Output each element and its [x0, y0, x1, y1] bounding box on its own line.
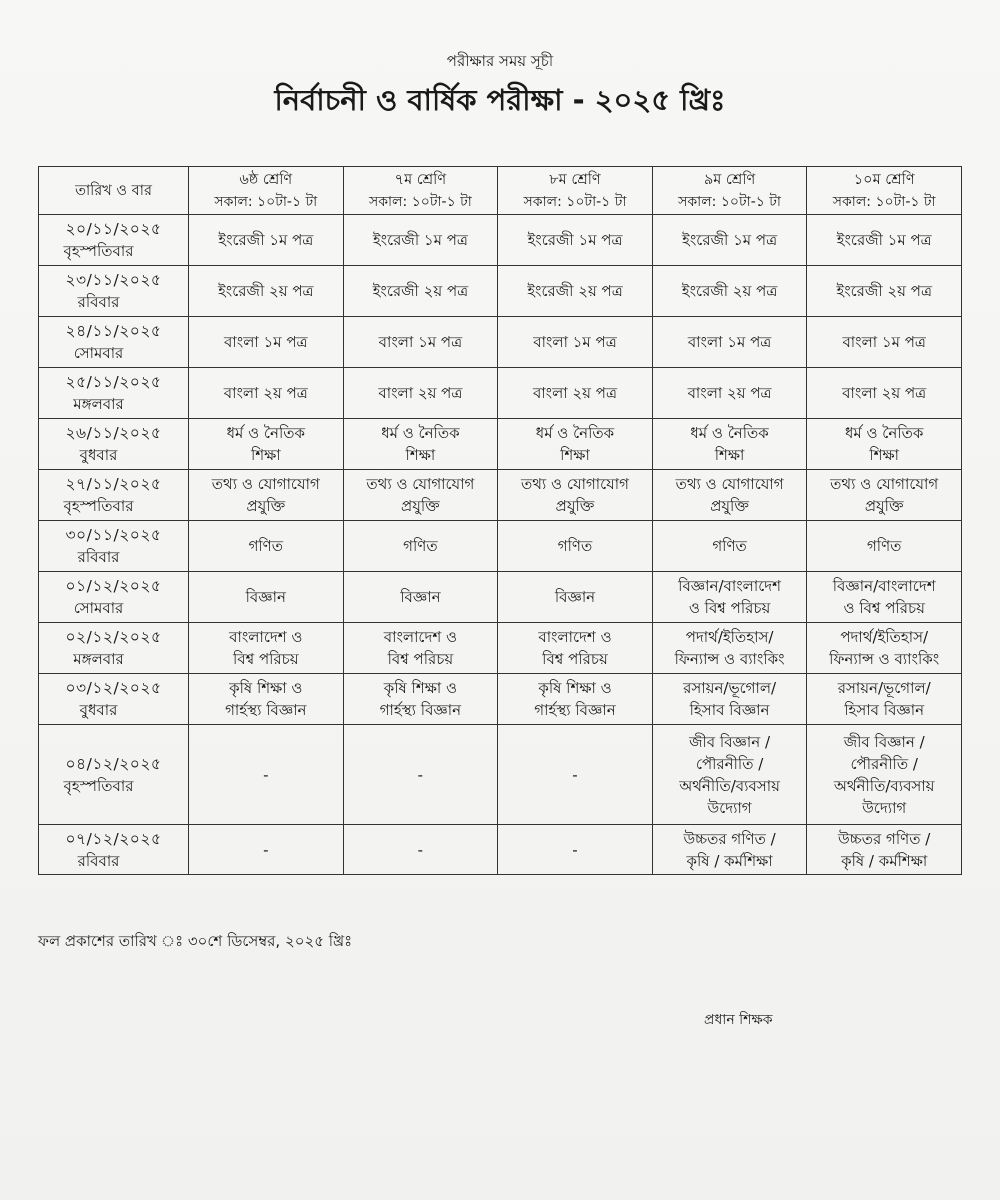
class-time: সকাল: ১০টা-১ টা — [832, 193, 936, 210]
table-row — [39, 572, 962, 623]
date-cell — [39, 419, 189, 470]
subject-text: গণিত — [248, 537, 284, 555]
subject-cell — [652, 825, 807, 875]
class-time: সকাল: ১০টা-১ টা — [214, 193, 318, 210]
subject-text: গার্হস্থ্য বিজ্ঞান — [379, 701, 462, 719]
subject-cell — [498, 674, 653, 725]
date-cell — [39, 623, 189, 674]
subject-text: কৃষি শিক্ষা ও — [383, 679, 458, 697]
subject-cell — [498, 470, 653, 521]
subject-text: কৃষি / কর্মশিক্ষা — [686, 851, 773, 870]
subject-text: বিশ্ব পরিচয় — [232, 650, 299, 668]
subject-cell — [807, 368, 962, 419]
subject-cell — [652, 521, 807, 572]
class-header — [343, 167, 498, 215]
exam-schedule-table — [38, 166, 962, 875]
subject-cell — [498, 215, 653, 266]
subject-text: বাংলা ২য় পত্র — [223, 384, 308, 402]
subject-cell — [652, 572, 807, 623]
subject-text: ও বিশ্ব পরিচয় — [843, 599, 925, 617]
exam-weekday: রবিবার — [77, 548, 120, 566]
subject-text: বিজ্ঞান — [245, 588, 286, 606]
subject-cell — [652, 266, 807, 317]
subject-cell — [343, 470, 498, 521]
exam-weekday: সোমবার — [73, 344, 124, 362]
exam-date: ২৭/১১/২০২৫ — [65, 475, 162, 493]
subject-text: ও বিশ্ব পরিচয় — [688, 599, 771, 617]
exam-title: নির্বাচনী ও বার্ষিক পরীক্ষা - ২০২৫ খ্রিঃ — [274, 83, 726, 117]
date-cell — [39, 521, 189, 572]
subject-cell — [807, 725, 962, 825]
exam-date: ২৫/১১/২০২৫ — [65, 373, 162, 391]
subject-text: ইংরেজী ২য় পত্র — [372, 282, 469, 300]
date-cell — [39, 266, 189, 317]
subject-text: উচ্চতর গণিত / — [838, 829, 931, 848]
subject-cell — [807, 623, 962, 674]
exam-date: ০৩/১২/২০২৫ — [65, 679, 162, 697]
exam-weekday: রবিবার — [77, 293, 120, 311]
subject-text: বাংলা ১ম পত্র — [378, 333, 463, 351]
exam-weekday: রবিবার — [77, 851, 120, 870]
subject-cell — [189, 825, 344, 875]
subject-text: ফিন্যান্স ও ব্যাংকিং — [829, 650, 940, 668]
table-row — [39, 368, 962, 419]
subject-text: বাংলা ২য় পত্র — [532, 384, 617, 402]
subject-text: গণিত — [712, 537, 747, 555]
subject-text: ইংরেজী ১ম পত্র — [682, 231, 778, 249]
subject-text: কৃষি / কর্মশিক্ষা — [841, 851, 928, 870]
subject-text: অর্থনীতি/ব্যবসায় — [679, 776, 780, 795]
subject-cell — [189, 215, 344, 266]
table-row — [39, 317, 962, 368]
subject-cell — [189, 368, 344, 419]
subject-text: প্রযুক্তি — [246, 497, 286, 515]
class-name: ৮ম শ্রেণি — [549, 171, 601, 188]
subject-text: ইংরেজী ১ম পত্র — [218, 231, 314, 249]
subject-cell — [652, 419, 807, 470]
subject-text: - — [417, 765, 424, 784]
subject-cell — [498, 266, 653, 317]
subject-cell — [807, 825, 962, 875]
subject-cell — [807, 266, 962, 317]
subject-text: ধর্ম ও নৈতিক — [535, 424, 615, 442]
subject-text: উচ্চতর গণিত / — [683, 829, 776, 848]
subject-text: বাংলা ১ম পত্র — [224, 333, 308, 351]
class-name: ৬ষ্ঠ শ্রেণি — [239, 171, 293, 188]
subject-text: অর্থনীতি/ব্যবসায় — [833, 776, 935, 795]
subject-cell — [343, 266, 498, 317]
table-row — [39, 674, 962, 725]
subject-text: ধর্ম ও নৈতিক — [381, 424, 460, 442]
subject-text: প্রযুক্তি — [864, 497, 904, 515]
date-cell — [39, 368, 189, 419]
subject-cell — [189, 470, 344, 521]
subject-text: পৌরনীতি / — [850, 754, 918, 773]
exam-weekday: বৃহস্পতিবার — [63, 497, 134, 515]
subject-cell — [189, 521, 344, 572]
subject-cell — [189, 317, 344, 368]
subject-text: পৌরনীতি / — [695, 754, 764, 773]
subject-text: বাংলা ১ম পত্র — [687, 333, 772, 351]
subject-text: শিক্ষা — [250, 446, 281, 464]
subject-text: বাংলাদেশ ও — [383, 628, 458, 646]
subject-text: প্রযুক্তি — [555, 497, 595, 515]
class-header — [652, 167, 807, 215]
exam-weekday: বৃহস্পতিবার — [63, 776, 134, 795]
subject-text: গার্হস্থ্য বিজ্ঞান — [534, 701, 616, 719]
subject-cell — [343, 825, 498, 875]
subject-cell — [498, 572, 653, 623]
exam-weekday: মঙ্গলবার — [73, 650, 124, 668]
subject-cell — [652, 674, 807, 725]
class-header — [498, 167, 653, 215]
class-time: সকাল: ১০টা-১ টা — [678, 193, 781, 210]
subject-text: - — [263, 765, 269, 784]
subject-cell — [498, 521, 653, 572]
subject-text: প্রযুক্তি — [710, 497, 749, 515]
class-name: ৭ম শ্রেণি — [394, 171, 447, 188]
table-row — [39, 419, 962, 470]
subject-cell — [652, 317, 807, 368]
table-row — [39, 266, 962, 317]
subject-text: ধর্ম ও নৈতিক — [845, 424, 924, 442]
subject-cell — [652, 470, 807, 521]
subject-cell — [498, 368, 653, 419]
subject-text: গার্হস্থ্য বিজ্ঞান — [225, 701, 307, 719]
subject-cell — [498, 725, 653, 825]
class-time: সকাল: ১০টা-১ টা — [523, 193, 627, 210]
subject-text: গণিত — [866, 537, 902, 555]
exam-weekday: সোমবার — [73, 599, 124, 617]
subject-cell — [343, 317, 498, 368]
exam-weekday: বুধবার — [79, 701, 118, 719]
subject-cell — [343, 572, 498, 623]
subject-text: বাংলাদেশ ও — [538, 628, 612, 646]
subject-text: হিসাব বিজ্ঞান — [689, 701, 770, 719]
class-header — [807, 167, 962, 215]
subject-text: কৃষি শিক্ষা ও — [538, 679, 612, 697]
subject-text: তথ্য ও যোগাযোগ — [675, 475, 784, 493]
subject-cell — [498, 317, 653, 368]
subject-text: উদ্যোগ — [707, 798, 752, 817]
exam-date: ২৪/১১/২০২৫ — [65, 322, 162, 340]
subject-cell — [652, 725, 807, 825]
table-row — [39, 521, 962, 572]
subject-text: ইংরেজী ২য় পত্র — [527, 282, 623, 300]
subject-cell — [189, 674, 344, 725]
subject-cell — [189, 419, 344, 470]
exam-weekday: বৃহস্পতিবার — [63, 242, 134, 260]
subject-text: বিজ্ঞান — [400, 588, 441, 606]
subject-cell — [807, 317, 962, 368]
subject-cell — [343, 419, 498, 470]
subject-text: ধর্ম ও নৈতিক — [690, 424, 769, 442]
subject-text: গণিত — [557, 537, 593, 555]
exam-date: ০৪/১২/২০২৫ — [65, 754, 162, 773]
date-cell — [39, 317, 189, 368]
subject-text: জীব বিজ্ঞান / — [843, 732, 925, 751]
subject-cell — [343, 674, 498, 725]
subject-text: শিক্ষা — [560, 446, 590, 464]
class-time: সকাল: ১০টা-১ টা — [368, 193, 472, 210]
date-cell — [39, 725, 189, 825]
result-date-note: ফল প্রকাশের তারিখ ঃ ৩০শে ডিসেম্বর, ২০২৫ খ্রিঃ — [38, 932, 353, 950]
subject-text: শিক্ষা — [405, 446, 436, 464]
date-column-header: তারিখ ও বার — [39, 167, 189, 215]
class-name: ১০ম শ্রেণি — [853, 171, 915, 188]
subject-text: বাংলাদেশ ও — [229, 628, 303, 646]
subject-text: ইংরেজী ১ম পত্র — [836, 231, 932, 249]
subject-text: বাংলা ১ম পত্র — [533, 333, 617, 351]
subject-text: তথ্য ও যোগাযোগ — [211, 475, 320, 493]
subject-cell — [189, 572, 344, 623]
subject-text: রসায়ন/ভূগোল/ — [837, 679, 931, 697]
subject-cell — [652, 368, 807, 419]
table-row — [39, 623, 962, 674]
subject-cell — [343, 215, 498, 266]
date-cell — [39, 215, 189, 266]
subject-text: উদ্যোগ — [862, 798, 907, 817]
subject-text: বিজ্ঞান/বাংলাদেশ — [678, 577, 781, 595]
subject-text: - — [572, 840, 578, 859]
subject-text: পদার্থ/ইতিহাস/ — [840, 628, 929, 646]
subject-cell — [343, 368, 498, 419]
subject-text: শিক্ষা — [869, 446, 900, 464]
subject-text: কৃষি শিক্ষা ও — [229, 679, 303, 697]
subject-cell — [343, 521, 498, 572]
subject-text: পদার্থ/ইতিহাস/ — [685, 628, 774, 646]
subject-cell — [807, 215, 962, 266]
table-header-row — [39, 167, 962, 215]
subject-text: - — [263, 840, 269, 859]
subject-text: ফিন্যান্স ও ব্যাংকিং — [674, 650, 785, 668]
subject-cell — [807, 521, 962, 572]
subject-text: শিক্ষা — [714, 446, 745, 464]
subject-cell — [498, 623, 653, 674]
date-cell — [39, 825, 189, 875]
table-row — [39, 825, 962, 875]
exam-date: ০৭/১২/২০২৫ — [65, 829, 162, 848]
schedule-subtitle: পরীক্ষার সময় সূচী — [446, 52, 554, 70]
subject-cell — [652, 623, 807, 674]
subject-text: তথ্য ও যোগাযোগ — [520, 475, 629, 493]
exam-weekday: বুধবার — [79, 446, 118, 464]
subject-text: বাংলা ২য় পত্র — [842, 384, 927, 402]
subject-cell — [498, 419, 653, 470]
table-row — [39, 725, 962, 825]
subject-text: - — [572, 765, 578, 784]
exam-date: ২০/১১/২০২৫ — [65, 220, 162, 238]
subject-cell — [343, 623, 498, 674]
subject-text: ইংরেজী ২য় পত্র — [218, 282, 314, 300]
subject-cell — [652, 215, 807, 266]
subject-text: ইংরেজী ১ম পত্র — [372, 231, 468, 249]
date-cell — [39, 674, 189, 725]
subject-cell — [189, 725, 344, 825]
subject-text: বাংলা ২য় পত্র — [378, 384, 463, 402]
subject-text: গণিত — [403, 537, 438, 555]
subject-cell — [807, 572, 962, 623]
subject-text: বাংলা ২য় পত্র — [687, 384, 772, 402]
subject-text: বিজ্ঞান — [554, 588, 596, 606]
table-row — [39, 470, 962, 521]
date-cell — [39, 572, 189, 623]
subject-text: তথ্য ও যোগাযোগ — [830, 475, 939, 493]
subject-text: বিশ্ব পরিচয় — [542, 650, 608, 668]
exam-date: ৩০/১১/২০২৫ — [65, 526, 162, 544]
subject-text: বিজ্ঞান/বাংলাদেশ — [832, 577, 936, 595]
exam-date: ২৩/১১/২০২৫ — [65, 271, 162, 289]
subject-cell — [189, 266, 344, 317]
subject-cell — [498, 825, 653, 875]
subject-text: তথ্য ও যোগাযোগ — [366, 475, 475, 493]
subject-cell — [343, 725, 498, 825]
headmaster-signature-label: প্রধান শিক্ষক — [704, 1012, 773, 1028]
class-name: ৯ম শ্রেণি — [703, 171, 756, 188]
exam-date: ০২/১২/২০২৫ — [65, 628, 162, 646]
exam-date: ২৬/১১/২০২৫ — [65, 424, 162, 442]
subject-cell — [807, 470, 962, 521]
subject-cell — [807, 674, 962, 725]
subject-text: হিসাব বিজ্ঞান — [844, 701, 925, 719]
subject-text: জীব বিজ্ঞান / — [689, 732, 771, 751]
subject-text: - — [417, 840, 424, 859]
date-cell — [39, 470, 189, 521]
subject-text: বিশ্ব পরিচয় — [387, 650, 454, 668]
subject-text: বাংলা ১ম পত্র — [842, 333, 926, 351]
subject-text: ধর্ম ও নৈতিক — [226, 424, 305, 442]
class-header — [189, 167, 344, 215]
subject-text: প্রযুক্তি — [401, 497, 440, 515]
subject-text: রসায়ন/ভূগোল/ — [683, 679, 777, 697]
subject-text: ইংরেজী ২য় পত্র — [836, 282, 932, 300]
exam-date: ০১/১২/২০২৫ — [65, 577, 162, 595]
subject-cell — [189, 623, 344, 674]
subject-cell — [807, 419, 962, 470]
subject-text: ইংরেজী ১ম পত্র — [527, 231, 623, 249]
exam-weekday: মঙ্গলবার — [73, 395, 124, 413]
subject-text: ইংরেজী ২য় পত্র — [681, 282, 778, 300]
table-row — [39, 215, 962, 266]
